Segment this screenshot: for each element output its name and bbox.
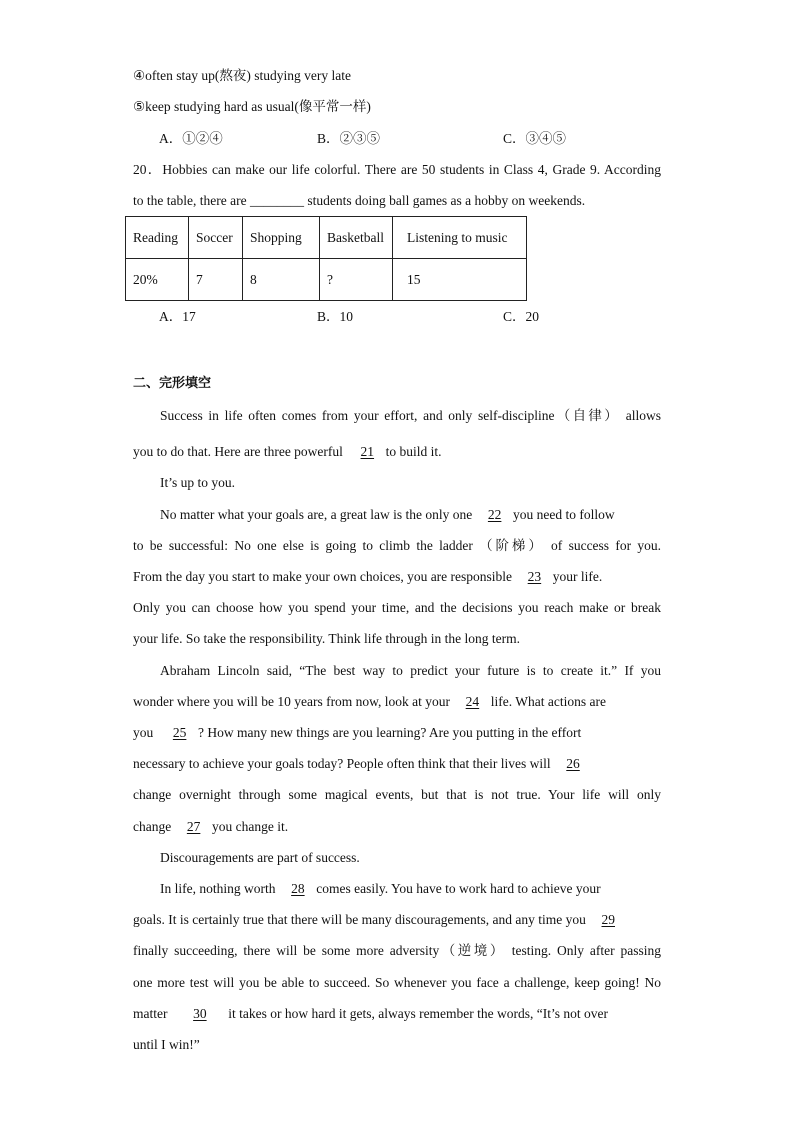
passage-line: goals. It is certainly true that there will be many discouragements, and any time you 29 [133,910,623,930]
table-header-row [126,217,527,259]
passage-line: No matter what your goals are, a great law is the only one 22 you need to follow [133,505,615,525]
q19-choice-b: B．②③⑤ [317,131,381,146]
table-header-cell: Soccer [189,217,243,259]
passage-line: In life, nothing worth 28 comes easily. You have to work hard to achieve your [133,879,601,899]
passage-line: your life. So take the responsibility. Think life through in the long term. [133,631,520,646]
blank-28: 28 [291,881,305,896]
passage-line: Success in life often comes from your effort, and only self-discipline（自律） allows [160,408,661,423]
passage-line: change 27 you change it. [133,817,288,837]
blank-29: 29 [601,912,615,927]
table-header-cell: Shopping [243,217,320,259]
blank-23: 23 [527,569,542,584]
blank-30: 30 [193,1006,207,1021]
passage-line: change overnight through some magical events, but that is not true. Your life will only [133,787,661,802]
table-cell: 15 [393,259,527,301]
passage-line: to be successful: No one else is going to climb the ladder （阶梯） of success for you. [133,538,661,553]
q19-option-4: ④often stay up(熬夜) studying very late [133,68,351,83]
table-cell: 20% [126,259,189,301]
passage-line: you 25 ? How many new things are you learning? Are you putting in the effort [133,723,581,743]
table-cell: 7 [189,259,243,301]
passage-line: matter 30 it takes or how hard it gets, always remember the words, “It’s not over [133,1004,608,1024]
passage-line: until I win!” [133,1037,200,1052]
table-header-cell: Basketball [320,217,393,259]
blank-24: 24 [465,694,480,709]
q19-choice-c: C．③④⑤ [503,131,567,146]
passage-line: finally succeeding, there will be some more adversity（逆境） testing. Only after passing [133,943,661,958]
q19-option-5: ⑤keep studying hard as usual(像平常一样) [133,99,371,114]
q20-choice-c: C．20 [503,309,540,324]
hobby-table [125,216,527,301]
table-header-cell: Reading [126,217,189,259]
q20-stem-line2: to the table, there are ________ students doing ball games as a hobby on weekends. [133,193,586,208]
table-cell: 8 [243,259,320,301]
passage-line: you to do that. Here are three powerful 21 to build it. [133,442,442,462]
passage-line: Abraham Lincoln said, “The best way to predict your future is to create it.” If you [160,663,661,678]
passage-line: wonder where you will be 10 years from now, look at your 24 life. What actions are [133,692,606,712]
q20-stem-line1: 20．Hobbies can make our life colorful. There are 50 students in Class 4, Grade 9. According [133,162,661,177]
table-cell: ? [320,259,393,301]
table-header-cell: Listening to music [393,217,527,259]
q20-choice-b: B．10 [317,309,354,324]
table-row [126,259,527,301]
blank-25: 25 [172,725,187,740]
passage-line: Only you can choose how you spend your time, and the decisions you reach make or break [133,600,661,615]
subheading-1: It’s up to you. [160,475,236,490]
section-title: 二、完形填空 [133,376,212,391]
blank-27: 27 [186,819,201,834]
subheading-2: Discouragements are part of success. [160,850,360,865]
q19-choice-a: A．①②④ [159,131,223,146]
passage-line: necessary to achieve your goals today? People often think that their lives will 26 [133,754,588,774]
blank-21: 21 [360,444,375,459]
blank-26: 26 [566,756,580,771]
q20-blank: ________ [249,193,304,208]
passage-line: From the day you start to make your own choices, you are responsible 23 your life. [133,567,602,587]
q20-choice-a: A．17 [159,309,196,324]
passage-line: one more test will you be able to succeed. So whenever you face a challenge, keep going! No [133,975,661,990]
blank-22: 22 [487,507,502,522]
